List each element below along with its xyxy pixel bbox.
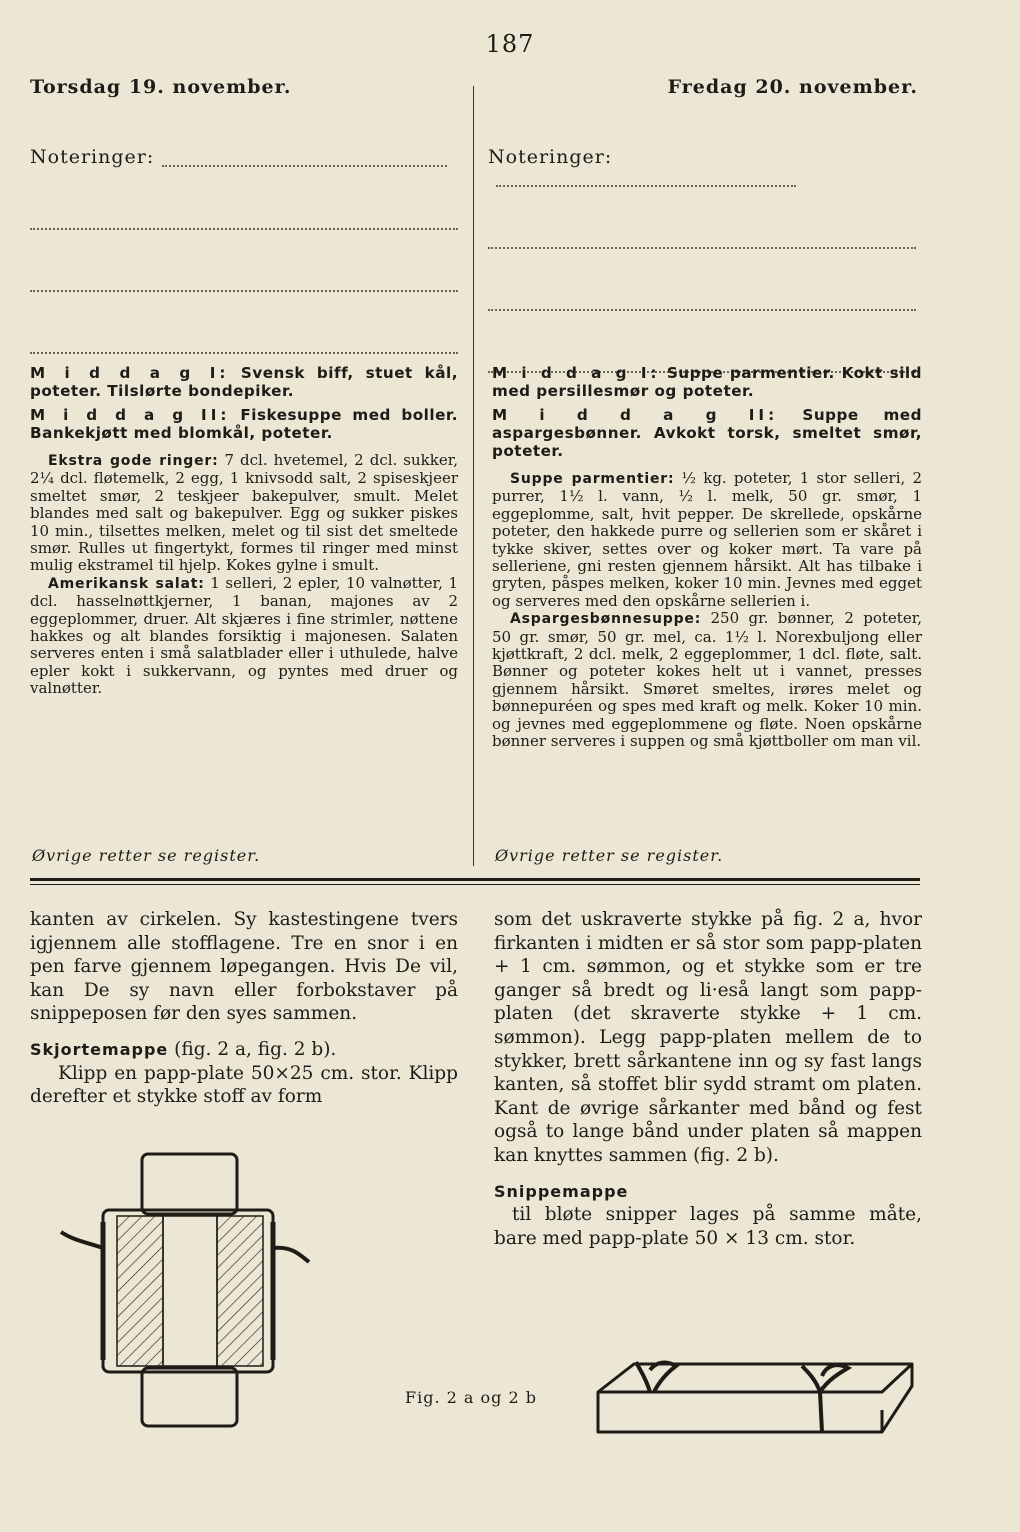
page-number: 187 [485,30,535,58]
bottom-left-para2: Klipp en papp-plate 50×25 cm. stor. Klipp derefter et stykke stoff av form [30,1062,458,1108]
bottom-left-para1: kanten av cirkelen. Sy kastestingene tvers igjennem alle stofflagene. Tre en snor i en pen farve gjennem løpegangen. Hvis De vil, kan De sy navn eller forbokstaver på snippeposen før den syes sammen. [30,909,458,1025]
left-middag2-label: M i d d a g II: [30,406,231,424]
right-date-heading: Fredag 20. november. [667,76,918,98]
right-middag1-label: M i d d a g I: [492,364,661,382]
hatched-right-panel [217,1216,263,1366]
left-ribbon [61,1232,103,1248]
left-middag2-text: Fiskesuppe med boller. Bankekjøtt med blomkål, poteter. [30,406,458,442]
left-recipes [30,452,458,698]
left-notes-line-2 [30,226,458,230]
left-notes-line-4 [30,350,458,354]
right-menu [492,364,922,751]
right-notes-section [488,146,916,373]
right-middag2-label: M i d d a g II: [492,406,779,424]
skjortemappe-ref: (fig. 2 a, fig. 2 b). [174,1038,337,1060]
right-notes-label: Noteringer: [488,146,613,168]
left-menu [30,364,458,698]
right-notes-line-2 [488,245,916,249]
figure-2b-folder [590,1350,925,1442]
bottom-left-article [30,908,458,1109]
right-ribbon [273,1248,309,1262]
left-notes-line-3 [30,288,458,292]
left-notes-line-1 [162,151,447,167]
ribbon-left [636,1362,650,1392]
left-footer-note: Øvrige retter se register. [32,846,261,865]
bottom-right-para1: som det uskraverte stykke på fig. 2 a, hvor firkanten i midten er så stor som papp-platen + 1 cm. sømmon, og et stykke som er tre ganger så bredt og li·eså langt som papp-platen (det skraverte stykke + 1 cm. sømmon). Legg papp-platen mellem de to stykker, brett sårkantene inn og sy fast langs kanten, så stoffet blir sydd stramt om platen. Kant de øvrige sårkanter med bånd og fest også to lange bånd under platen så mappen kan knyttes sammen (fig. 2 b). [494,909,922,1166]
right-notes-line-3 [488,307,916,311]
right-recipes [492,470,922,751]
section-rule-thick [30,878,920,881]
bow-right [820,1365,848,1392]
bottom-right-article [494,908,922,1250]
left-notes-label: Noteringer: [30,146,155,168]
snippemappe-title: Snippemappe [494,1181,629,1201]
center-panel [163,1216,217,1366]
right-middag1-text: Suppe parmentier. Kokt sild med persillesmør og poteter. [492,364,922,400]
bow-left [650,1363,676,1392]
hatched-left-panel [117,1216,163,1366]
left-middag1-text: Svensk biff, stuet kål, poteter. Tilslørte bondepiker. [30,364,458,400]
right-middag2-text: Suppe med aspargesbønner. Avkokt torsk, smeltet smør, poteter. [492,406,922,460]
right-recipe2-title: Aspargesbønnesuppe: [510,611,702,628]
bottom-right-para2: til bløte snipper lages på samme måte, bare med papp-plate 50 × 13 cm. stor. [494,1204,922,1249]
left-recipe2-text: 1 selleri, 2 epler, 10 valnøtter, 1 dcl. hasselnøttkjerner, 1 banan, majones av 2 eggeplommer, druer. Alt skjæres i fine strimler, nøttene hakkes og alt blandes forsiktig i majonesen. Salaten serveres enten i små salatblader eller i uthulede, halve epler kokt i sukkervann, og pyntes med druer og valnøtter. [30,573,458,698]
left-middag1-label: M i d d a g I: [30,364,230,382]
figure-caption: Fig. 2 a og 2 b [405,1388,537,1407]
left-recipe2-title: Amerikansk salat: [48,575,205,592]
left-recipe1-title: Ekstra gode ringer: [48,453,219,469]
left-recipe1-text: 7 dcl. hvetemel, 2 dcl. sukker, 2¼ dcl. fløtemelk, 2 egg, 1 knivsodd salt, 2 spiseskjeer smeltet smør, 2 teskjeer bakepulver, smult. Melet blandes med salt og bakepulver. Egg og sukker piskes 10 min., tilsettes melken, melet og til sist det smeltede smør. Rulles ut fingertykt, formes til ringer med minst mulig ekstramel til hjelp. Kokes gylne i smult. [30,451,458,575]
figure-2a-pattern [55,1150,315,1430]
column-divider [473,86,474,866]
right-recipe1-title: Suppe parmentier: [510,471,675,487]
right-recipe1-text: ½ kg. poteter, 1 stor selleri, 2 purrer, 1½ l. vann, ½ l. melk, 50 gr. smør, 1 eggeplomme, salt, hvit pepper. De skrellede, opskårne poteter, den hakkede purre og sellerien som er skåret i tykke skiver, settes over og koker mørt. Ta vare på selleriene, gni resten gjennem hårsikt. Alt has tilbake i gryten, påspes melken, koker 10 min. Jevnes med egget og serveres med den opskårne sellerien i. [492,469,922,610]
right-notes-line-1 [496,171,796,187]
right-recipe2-text: 250 gr. bønner, 2 poteter, 50 gr. smør, 50 gr. mel, ca. 1½ l. Norexbuljong eller kjøttkraft, 2 dcl. melk, 2 eggeplommer, 1 dcl. fløte, salt. Bønner og poteter kokes helt ut i vannet, presses gjennem hårsikt. Smøret smeltes, irøres melet og bønnepuréen og spes med kraft og melk. Koker 10 min. og jevnes med eggeplommene og fløte. Noen opskårne bønner serveres i suppen og små kjøttboller om man vil. [492,609,922,751]
left-notes-section [30,146,458,354]
left-date-heading: Torsdag 19. november. [30,76,292,98]
ribbon-right [802,1366,820,1392]
section-rule-thin [30,884,920,885]
skjortemappe-title: Skjortemappe [30,1039,169,1059]
right-footer-note: Øvrige retter se register. [495,846,724,865]
